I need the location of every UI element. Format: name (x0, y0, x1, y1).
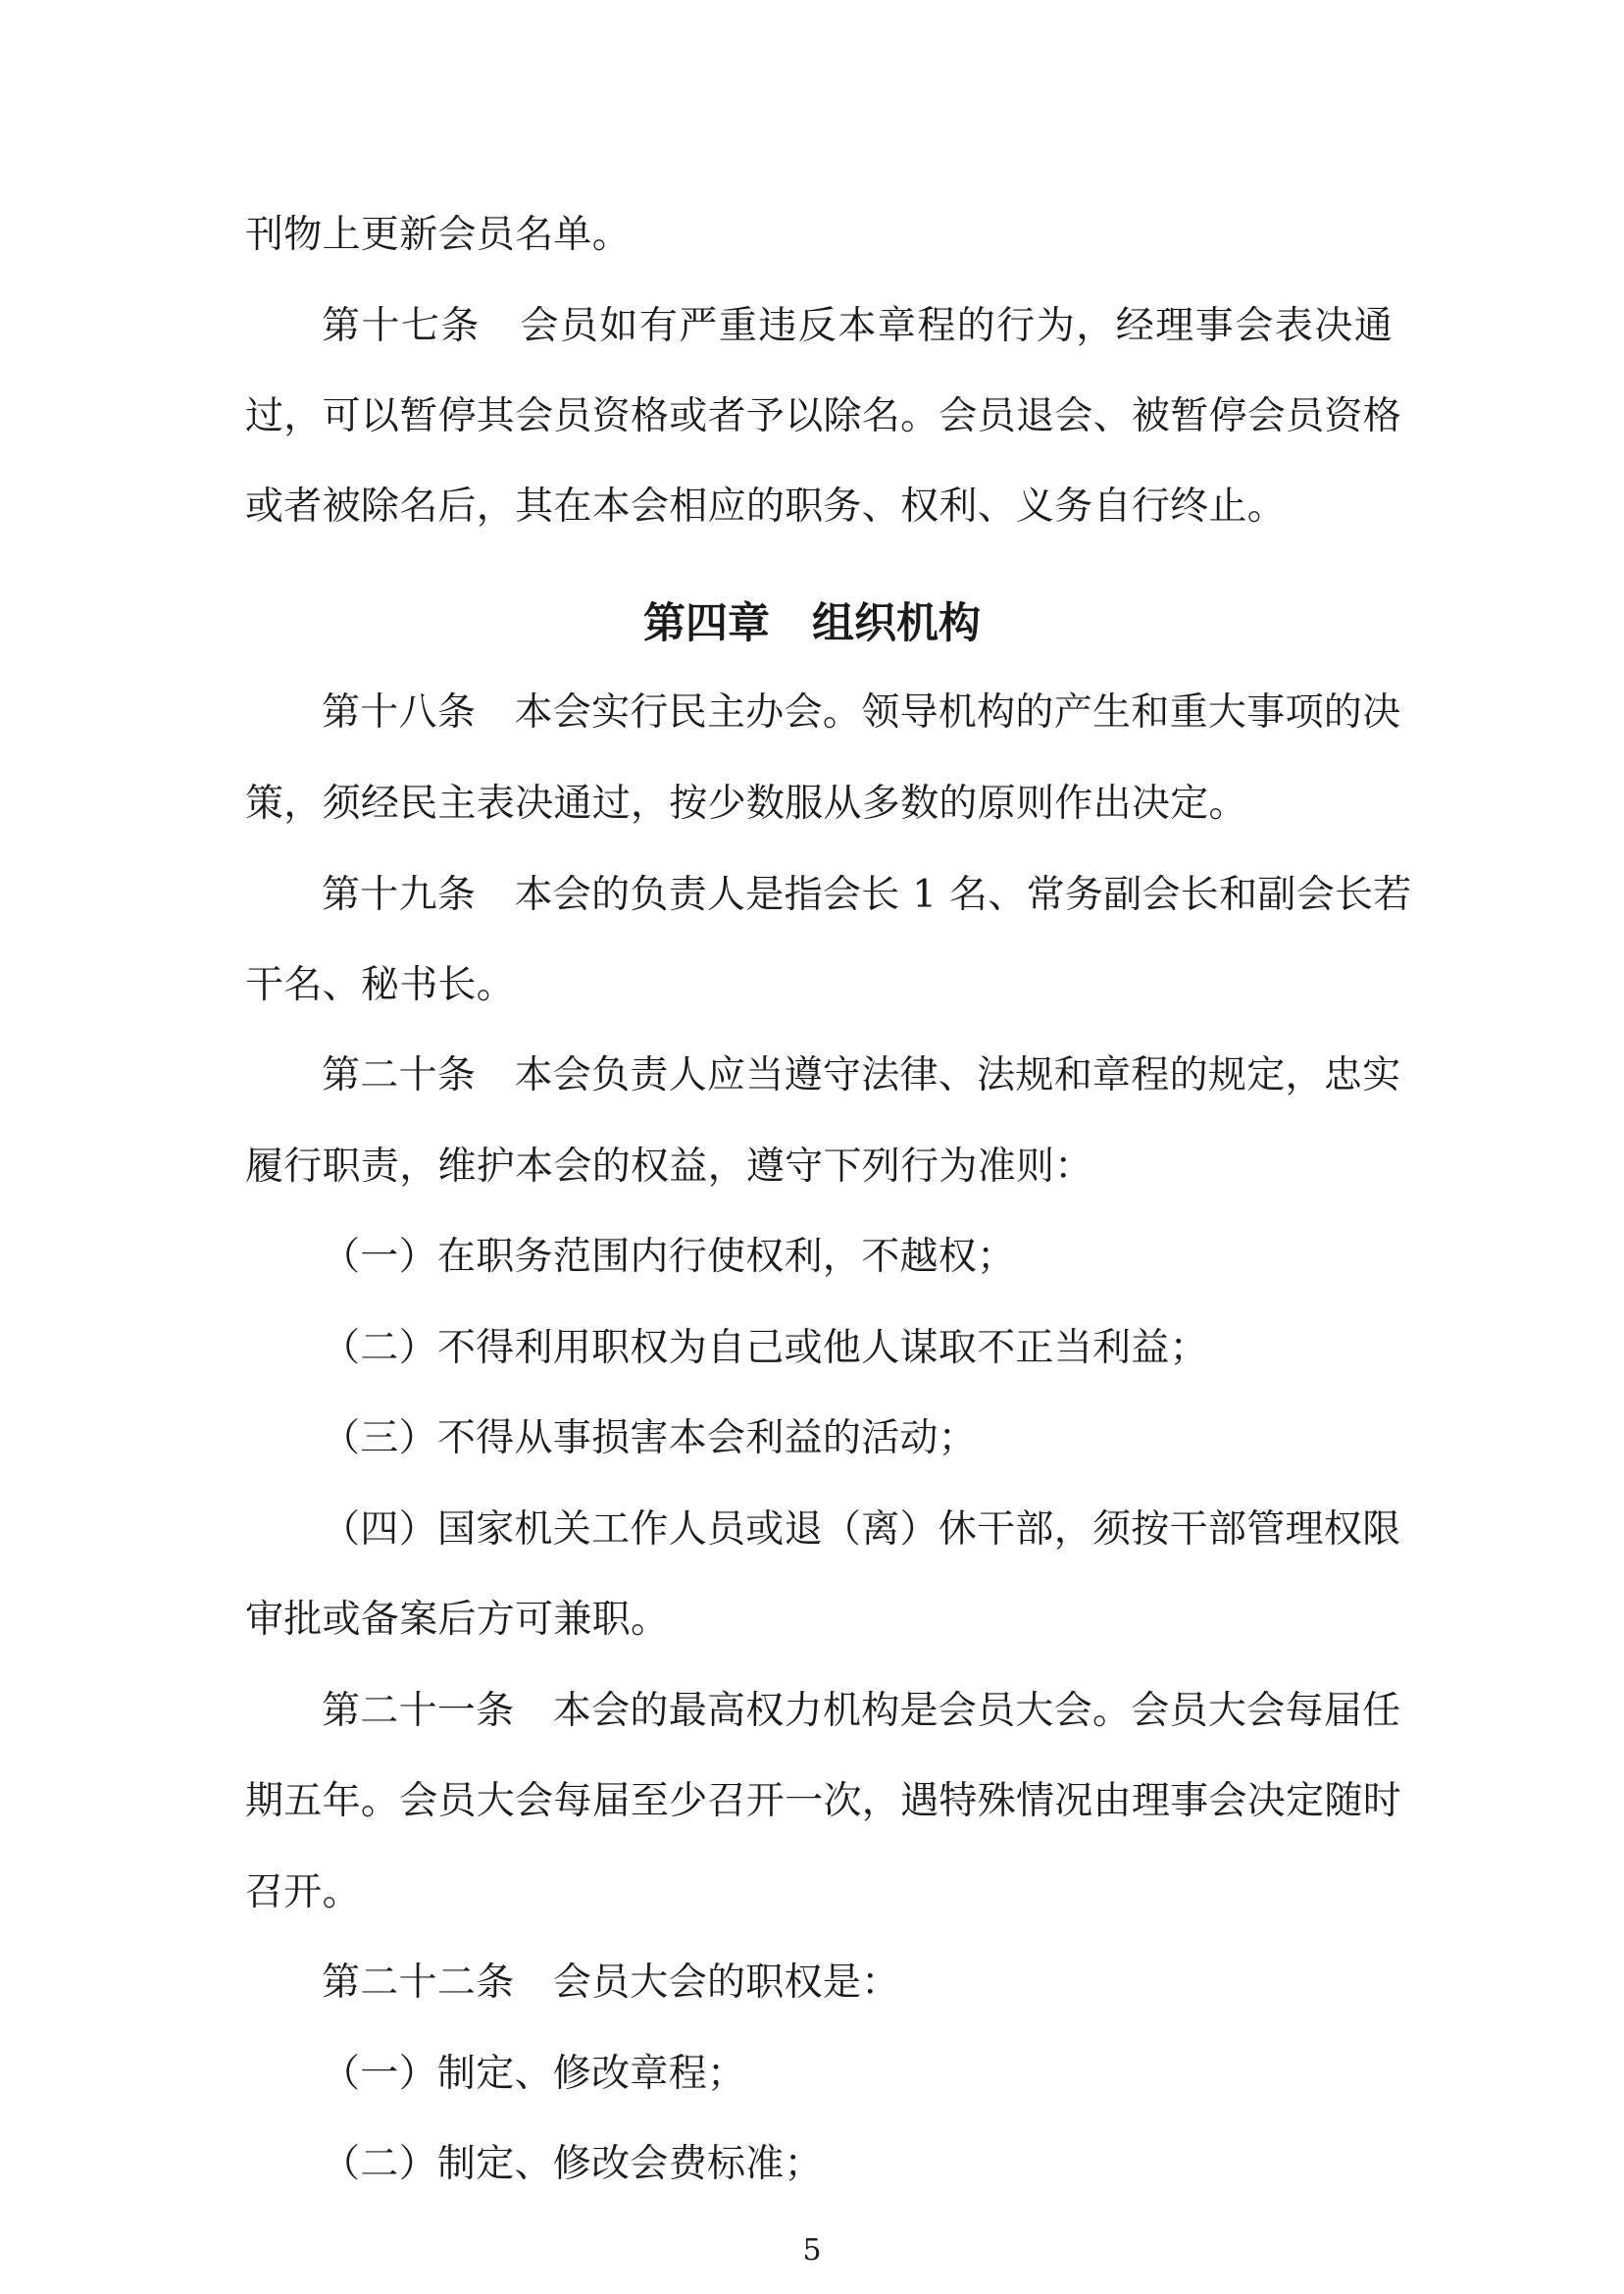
list-item: （四）国家机关工作人员或退（离）休干部，须按干部管理权限 (322, 1507, 1401, 1552)
article-17-line-3: 或者被除名后，其在本会相应的职务、权利、义务自行终止。 (245, 484, 1287, 529)
article-21-line-1: 第二十一条 本会的最高权力机构是会员大会。会员大会每届任 (322, 1689, 1401, 1733)
article-21-line-2: 期五年。会员大会每届至少召开一次，遇特殊情况由理事会决定随时 (245, 1779, 1402, 1823)
list-item: （一）在职务范围内行使权利，不越权； (322, 1235, 1016, 1279)
article-20-line-1: 第二十条 本会负责人应当遵守法律、法规和章程的规定，忠实 (322, 1053, 1401, 1097)
article-20-line-2: 履行职责，维护本会的权益，遵守下列行为准则： (245, 1145, 1093, 1189)
list-item: （三）不得从事损害本会利益的活动； (322, 1416, 978, 1460)
list-item: （二）制定、修改会费标准； (322, 2142, 823, 2186)
article-18-line-1: 第十八条 本会实行民主办会。领导机构的产生和重大事项的决 (322, 690, 1401, 735)
article-21-line-3: 召开。 (245, 1870, 361, 1914)
article-22-line-1: 第二十二条 会员大会的职权是： (322, 1961, 900, 2005)
list-item: （二）不得利用职权为自己或他人谋取不正当利益； (322, 1326, 1208, 1370)
list-item: （一）制定、修改章程； (322, 2052, 746, 2096)
body-line: 刊物上更新会员名单。 (245, 213, 632, 257)
chapter-heading: 第四章 组织机构 (643, 599, 981, 648)
article-18-line-2: 策，须经民主表决通过，按少数服从多数的原则作出决定。 (245, 782, 1247, 826)
article-17-line-2: 过，可以暂停其会员资格或者予以除名。会员退会、被暂停会员资格 (245, 394, 1402, 438)
article-17-line-1: 第十七条 会员如有严重违反本章程的行为，经理事会表决通 (322, 304, 1393, 348)
page-number: 5 (802, 2233, 822, 2268)
article-19-line-2: 干名、秘书长。 (245, 963, 516, 1007)
list-item-continuation: 审批或备案后方可兼职。 (245, 1598, 670, 1642)
article-19-line-1: 第十九条 本会的负责人是指会长 1 名、常务副会长和副会长若 (322, 873, 1412, 917)
